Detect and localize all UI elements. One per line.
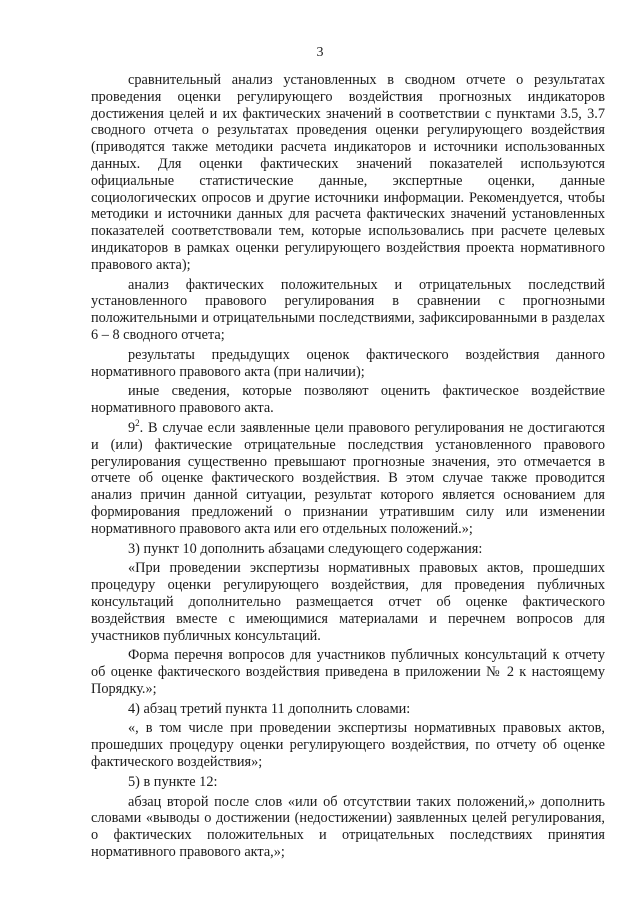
document-body bbox=[91, 72, 605, 864]
paragraph-comparative-analysis: сравнительный анализ установленных в сводном отчете о результатах проведения оценки регулирующего воздействия прогнозных индикаторов достижения целей и их фактических значений в соответствии с пунктами 3.5, 3.7 сводного отчета о результатах проведения оценки регулирующего воздействия (приводятся также методики расчета индикаторов и источники использованных данных. Для оценки фактических значений показателей используются официальные статистические данные, экспертные оценки, данные социологических опросов и другие источники информации. Рекомендуется, чтобы методики и источники данных для расчета фактических значений установленных показателей соответствовали тем, которые использовались при расчете целевых индикаторов в рамках оценки регулирующего воздействия проекта нормативного правового акта); bbox=[91, 72, 605, 273]
paragraph-item-4-text: «, в том числе при проведении экспертизы нормативных правовых актов, прошедших процедуру оценки регулирующего воздействия, по отчету об оценке фактического воздействия»; bbox=[91, 720, 605, 771]
paragraph-consequences-analysis: анализ фактических положительных и отрицательных последствий установленного правового регулирования в сравнении с прогнозными положительными и отрицательными последствиями, зафиксированными в разделах 6 – 8 сводного отчета; bbox=[91, 276, 605, 343]
item-9-2-text: . В случае если заявленные цели правового регулирования не достигаются и (или) фактические отрицательные последствия установленного правового регулирования существенно превышают прогнозные значения, это отмечается в отчете об оценке фактического воздействия. В этом случае также проводится анализ причин данной ситуации, результат которого является основанием для формирования предложений о признании утратившим силу или изменении нормативного правового акта или его отдельных положений.»; bbox=[91, 419, 605, 537]
paragraph-item-5: 5) в пункте 12: bbox=[128, 773, 218, 790]
paragraph-item-3: 3) пункт 10 дополнить абзацами следующего содержания: bbox=[128, 540, 483, 557]
item-number: 9 bbox=[128, 419, 136, 436]
item-superscript: 2 bbox=[135, 418, 140, 429]
paragraph-item-9-2 bbox=[91, 420, 605, 538]
paragraph-previous-assessments: результаты предыдущих оценок фактического воздействия данного нормативного правового акта (при наличии); bbox=[91, 346, 605, 380]
page-number: 3 bbox=[316, 45, 324, 60]
paragraph-item-5-text: абзац второй после слов «или об отсутствии таких положений,» дополнить словами «выводы о достижении (недостижении) заявленных целей регулирования, о фактических положительных и отрицательных последствиях принятия нормативного правового акта,»; bbox=[91, 793, 605, 861]
paragraph-other-information: иные сведения, которые позволяют оценить фактическое воздействие нормативного правового акта. bbox=[91, 383, 605, 417]
paragraph-expertise-consultations: «При проведении экспертизы нормативных правовых актов, прошедших процедуру оценки регулирующего воздействия, для проведения публичных консультаций дополнительно размещается отчет об оценке фактического воздействия вместе с имеющимися материалами и перечнем вопросов для участников публичных консультаций. bbox=[91, 560, 605, 644]
paragraph-questions-form: Форма перечня вопросов для участников публичных консультаций к отчету об оценке фактического воздействия приведена в приложении № 2 к настоящему Порядку.»; bbox=[91, 647, 605, 697]
paragraph-item-4: 4) абзац третий пункта 11 дополнить словами: bbox=[128, 700, 411, 717]
